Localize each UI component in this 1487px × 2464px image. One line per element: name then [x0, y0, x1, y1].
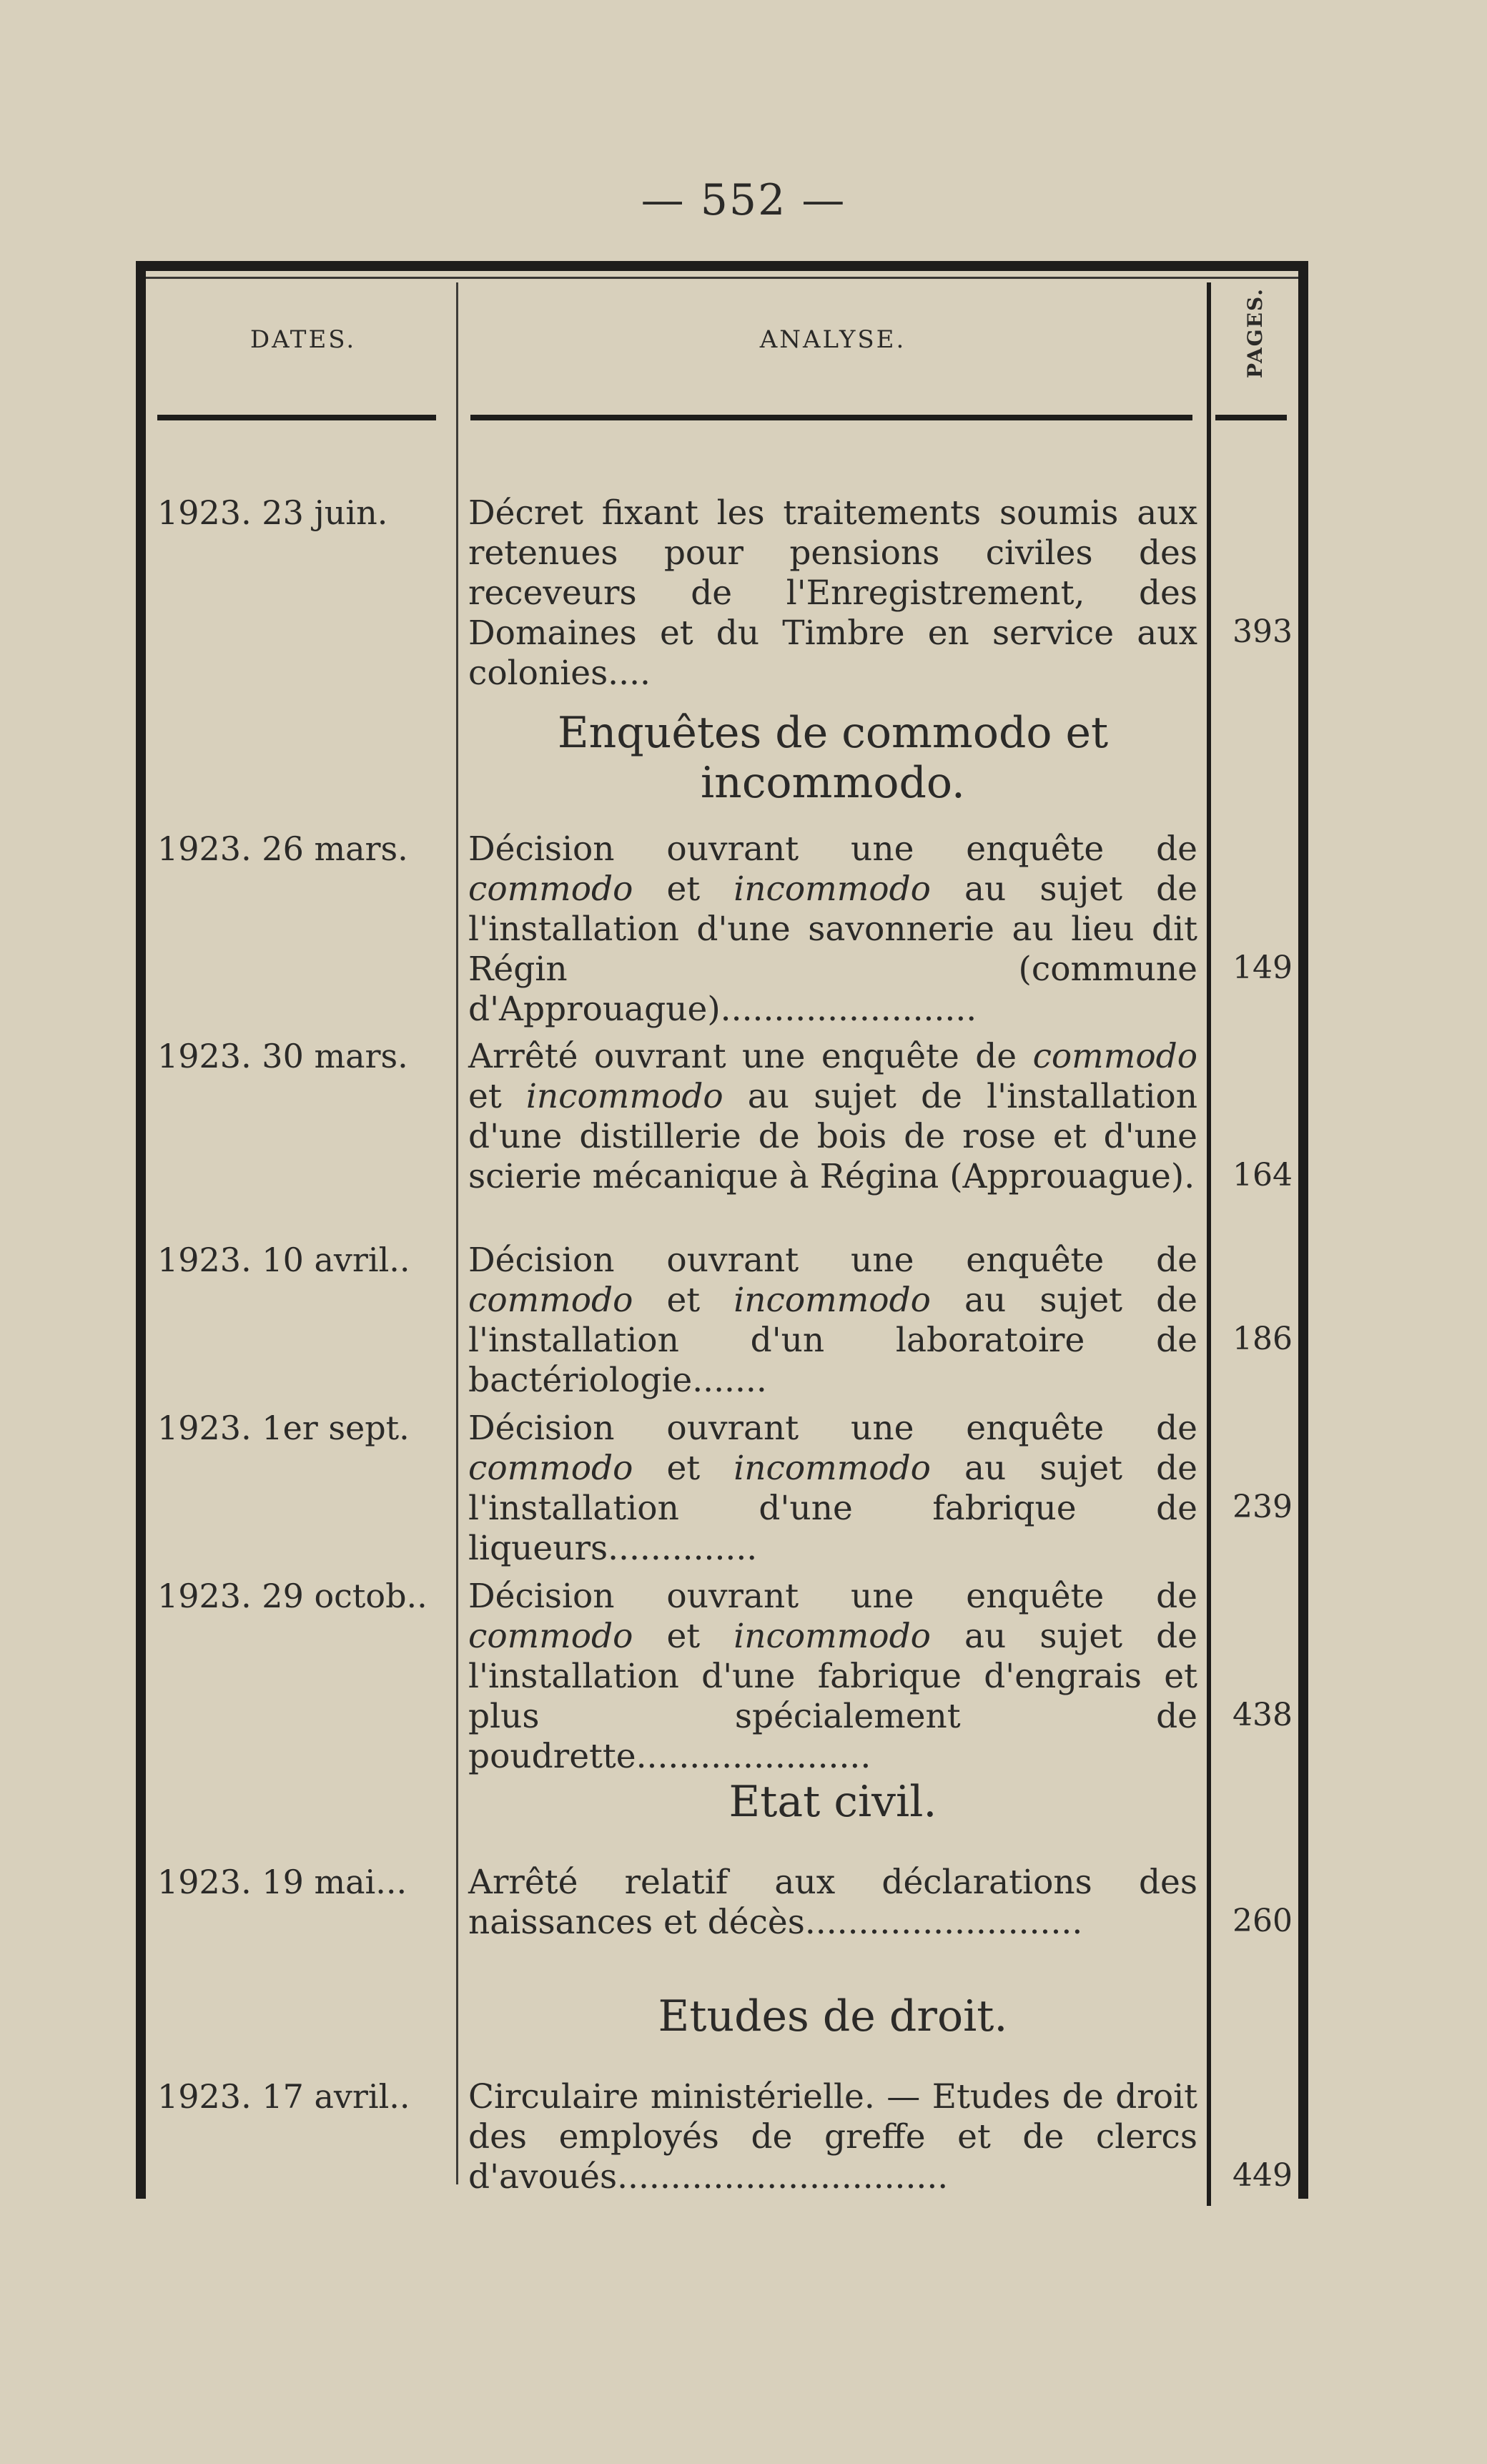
analysis-italic: commodo	[468, 869, 633, 909]
analysis-italic: incommodo	[733, 1281, 931, 1320]
analysis-italic: commodo	[468, 1281, 633, 1320]
entry-date: 1923. 17 avril..	[157, 2077, 410, 2116]
index-table	[136, 261, 1308, 2199]
analysis-text: et	[633, 1617, 734, 1656]
header-rule-dates	[157, 415, 436, 420]
entry-analysis	[468, 1577, 1197, 1777]
analysis-text: au sujet de l'installation d'une savonnerie au lieu dit Régin (commune d'Approuague)........................	[468, 869, 1197, 1029]
entry-analysis	[468, 829, 1197, 1030]
entry-page: 186	[1232, 1321, 1293, 1357]
analysis-text: Décision ouvrant une enquête de	[468, 1409, 1197, 1448]
analysis-text: au sujet de l'installation d'un laboratoire de bactériologie.......	[468, 1281, 1197, 1400]
table-top-thin-rule	[143, 277, 1301, 279]
header-pages	[1219, 282, 1290, 383]
entry-page: 239	[1232, 1489, 1293, 1525]
header-rule-pages	[1215, 415, 1287, 420]
entry-date: 1923. 29 octob..	[157, 1577, 428, 1615]
entry-page: 393	[1232, 613, 1293, 650]
entry-date: 1923. 26 mars.	[157, 829, 408, 868]
entry-analysis	[468, 1037, 1197, 1197]
table-left-border	[136, 261, 146, 2199]
analysis-text: Décision ouvrant une enquête de	[468, 1241, 1197, 1280]
analysis-italic: incommodo	[525, 1077, 723, 1116]
entry-date: 1923. 30 mars.	[157, 1037, 408, 1075]
analysis-italic: commodo	[468, 1617, 633, 1656]
analysis-text: et	[633, 1449, 734, 1488]
analysis-text: Décision ouvrant une enquête de	[468, 1577, 1197, 1616]
header-rule-analyse	[470, 415, 1192, 420]
analysis-text: au sujet de l'installation d'une fabrique d'engrais et plus spécialement de poudrette......................	[468, 1617, 1197, 1776]
analysis-text: au sujet de l'installation d'une distillerie de bois de rose et d'une scierie mécanique à Régina (Approuague).	[468, 1077, 1197, 1196]
analysis-text: et	[633, 1281, 734, 1320]
entry-page: 449	[1232, 2157, 1293, 2194]
entry-page: 260	[1232, 1903, 1293, 1939]
entry-page: 438	[1232, 1697, 1293, 1733]
entry-analysis: Décret fixant les traitements soumis aux retenues pour pensions civiles des receveurs de l'Enregistrement, des Domaines et du Timbre en service aux colonies....	[468, 493, 1197, 693]
analysis-italic: incommodo	[733, 869, 931, 909]
analysis-text: Décision ouvrant une enquête de	[468, 829, 1197, 869]
analysis-text: Arrêté ouvrant une enquête de	[468, 1037, 1033, 1076]
entry-page: 164	[1232, 1157, 1293, 1193]
header-pages-label: PAGES.	[1243, 287, 1267, 378]
section-heading-enquetes: Enquêtes de commodo et incommodo.	[557, 708, 1109, 808]
entry-date: 1923. 19 mai...	[157, 1863, 407, 1901]
entry-analysis: Arrêté relatif aux déclarations des naissances et décès..........................	[468, 1863, 1197, 1942]
entry-date: 1923. 1er sept.	[157, 1409, 410, 1447]
entry-page: 149	[1232, 950, 1293, 986]
analysis-text: et	[468, 1077, 526, 1116]
header-dates: DATES.	[250, 325, 357, 354]
analysis-italic: incommodo	[733, 1449, 931, 1488]
section-heading-etudes-droit: Etudes de droit.	[658, 1991, 1008, 2041]
entry-analysis: Circulaire ministérielle. — Etudes de droit des employés de greffe et de clercs d'avoués...............................	[468, 2077, 1197, 2197]
analysis-italic: commodo	[1032, 1037, 1197, 1076]
analysis-italic: incommodo	[733, 1617, 931, 1656]
entry-analysis	[468, 1409, 1197, 1569]
header-analyse: ANALYSE.	[759, 325, 906, 354]
column-divider-dates	[456, 282, 458, 2184]
analysis-italic: commodo	[468, 1449, 633, 1488]
analysis-text: au sujet de l'installation d'une fabrique de liqueurs..............	[468, 1449, 1197, 1568]
table-top-rule	[136, 261, 1308, 271]
entry-date: 1923. 23 juin.	[157, 493, 388, 532]
section-heading-etat-civil: Etat civil.	[728, 1777, 937, 1827]
analysis-text: et	[633, 869, 734, 909]
table-right-border	[1298, 261, 1308, 2199]
entry-date: 1923. 10 avril..	[157, 1241, 410, 1279]
entry-analysis	[468, 1241, 1197, 1401]
page-number: — 552 —	[641, 175, 846, 225]
